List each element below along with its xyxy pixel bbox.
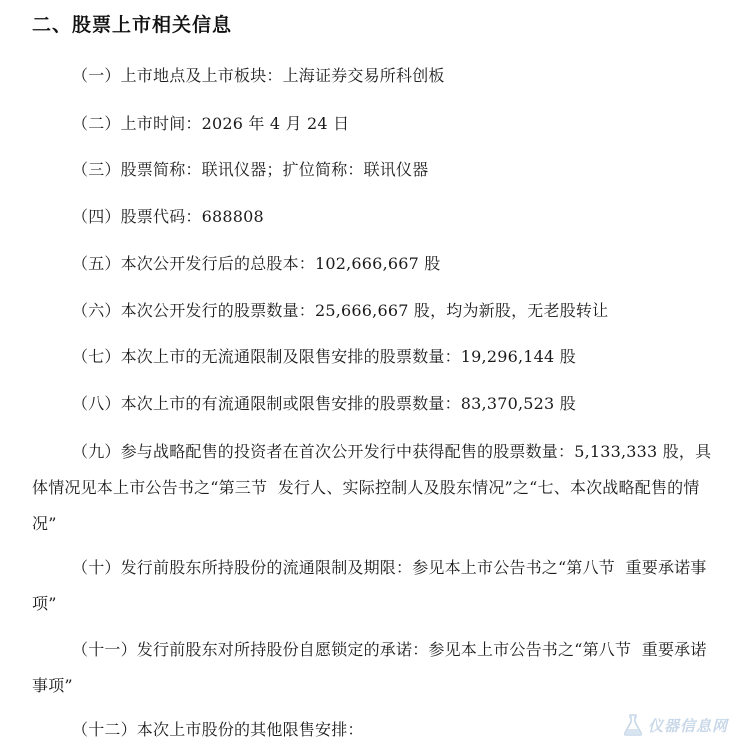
info-item-3: （三）股票简称：联讯仪器；扩位简称：联讯仪器 xyxy=(72,160,429,179)
info-item-8: （八）本次上市的有流通限制或限售安排的股票数量：83,370,523 股 xyxy=(72,394,576,413)
info-item-7: （七）本次上市的无流通限制及限售安排的股票数量：19,296,144 股 xyxy=(72,347,576,366)
watermark xyxy=(622,713,728,737)
info-item-5: （五）本次公开发行后的总股本：102,666,667 股 xyxy=(72,254,441,273)
info-item-6: （六）本次公开发行的股票数量：25,666,667 股，均为新股，无老股转让 xyxy=(72,301,609,320)
watermark-text: 仪器信息网 xyxy=(647,716,728,735)
info-item-11: （十一）发行前股东对所持股份自愿锁定的承诺：参见本上市公告书之“第八节 重要承诺事项” xyxy=(32,640,707,695)
section-title: 二、股票上市相关信息 xyxy=(32,14,233,36)
info-item-4: （四）股票代码：688808 xyxy=(72,207,264,226)
info-item-9: （九）参与战略配售的投资者在首次公开发行中获得配售的股票数量：5,133,333 股，具体情况见本上市公告书之“第三节 发行人、实际控制人及股东情况”之“七、本次战略配售的情况” xyxy=(32,442,712,533)
info-item-10: （十）发行前股东所持股份的流通限制及期限：参见本上市公告书之“第八节 重要承诺事项” xyxy=(32,558,707,613)
info-item-2: （二）上市时间：2026 年 4 月 24 日 xyxy=(72,114,350,133)
info-item-1: （一）上市地点及上市板块：上海证券交易所科创板 xyxy=(72,66,445,85)
info-item-12: （十二）本次上市股份的其他限售安排： xyxy=(72,720,364,739)
flask-logo-icon xyxy=(622,713,644,737)
